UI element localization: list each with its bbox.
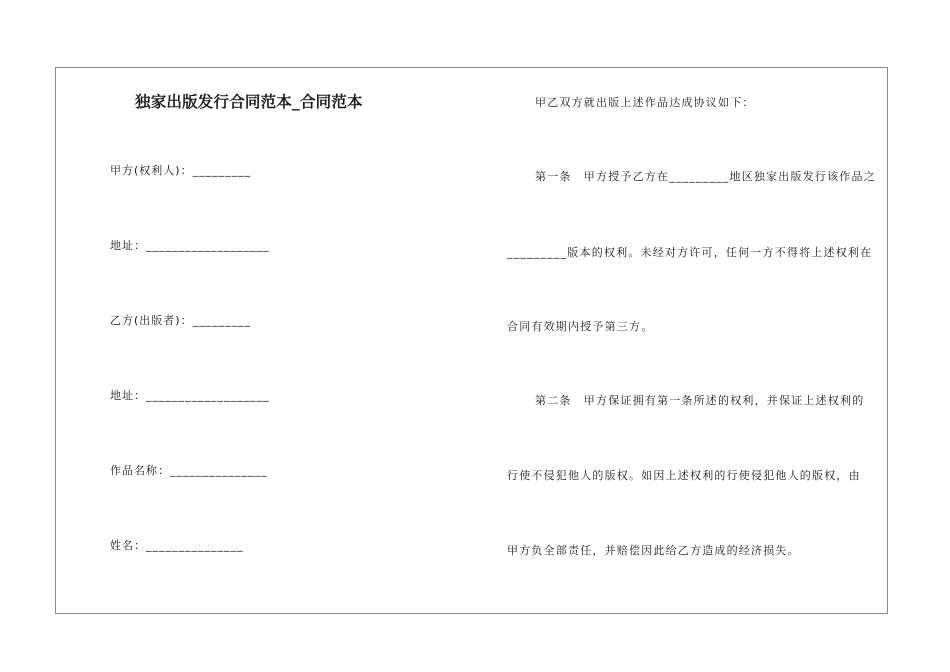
- party-a-field: 甲方(权利人)：_________: [110, 164, 252, 177]
- agreement-intro: 甲乙双方就出版上述作品达成协议如下：: [535, 96, 755, 109]
- article-1-line-3: 合同有效期内授予第三方。: [507, 320, 654, 333]
- party-b-address-field: 地址：___________________: [110, 389, 270, 402]
- document-title: 独家出版发行合同范本_合同范本: [135, 93, 363, 111]
- article-2-line-1: 第二条 甲方保证拥有第一条所述的权利，并保证上述权利的: [535, 394, 865, 407]
- article-1-line-2: _________版本的权利。未经对方许可，任何一方不得将上述权利在: [507, 246, 873, 259]
- article-2-line-2: 行使不侵犯他人的版权。如因上述权利的行使侵犯他人的版权，由: [507, 469, 861, 482]
- work-title-field: 作品名称：_______________: [110, 464, 268, 477]
- party-a-address-field: 地址：___________________: [110, 239, 270, 252]
- name-field: 姓名：_______________: [110, 539, 244, 552]
- article-2-line-3: 甲方负全部责任，并赔偿因此给乙方造成的经济损失。: [507, 544, 800, 557]
- document-page: [55, 67, 888, 614]
- article-1-line-1: 第一条 甲方授予乙方在_________地区独家出版发行该作品之: [535, 170, 876, 183]
- party-b-field: 乙方(出版者)：_________: [110, 314, 252, 327]
